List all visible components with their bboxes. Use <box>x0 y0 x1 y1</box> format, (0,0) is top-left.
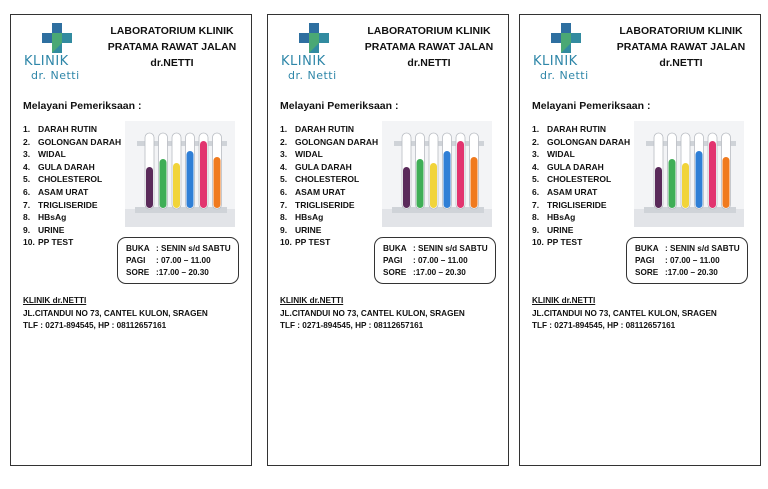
service-number: 3. <box>532 149 540 160</box>
title-line: dr.NETTI <box>407 57 451 69</box>
service-number: 1. <box>280 124 288 134</box>
hours-label: PAGI <box>126 256 146 265</box>
tube-liquid <box>669 159 676 208</box>
service-item <box>280 136 378 149</box>
hours-value: :17.00 – 20.30 <box>156 268 209 277</box>
address-clinic-name: KLINIK dr.NETTI <box>23 296 87 305</box>
hours-value: : SENIN s/d SABTU <box>665 244 740 253</box>
clinic-title <box>95 23 249 71</box>
hours-row <box>635 267 747 279</box>
medical-cross-icon <box>39 23 75 53</box>
hours-row <box>126 255 238 267</box>
service-name: DARAH RUTIN <box>295 124 355 134</box>
service-number: 4. <box>532 161 540 172</box>
tube-liquid <box>696 151 703 208</box>
brochure-card <box>519 14 761 466</box>
hours-label: BUKA <box>383 244 407 253</box>
service-number: 5. <box>23 174 31 185</box>
service-number: 2. <box>532 136 540 147</box>
tube-liquid <box>200 141 207 208</box>
tube-liquid <box>417 159 424 208</box>
brochure-card <box>10 14 252 466</box>
service-number: 5. <box>532 174 540 185</box>
service-item <box>280 236 378 249</box>
service-item <box>532 199 630 212</box>
clinic-logo <box>278 23 348 83</box>
service-name: TRIGLISERIDE <box>295 199 355 210</box>
address-phone: TLF : 0271-894545, HP : 08112657161 <box>23 321 167 330</box>
service-name: WIDAL <box>547 149 575 160</box>
hours-row <box>383 243 495 255</box>
opening-hours-box <box>626 237 748 284</box>
service-name: GOLONGAN DARAH <box>547 136 631 147</box>
tube-liquid <box>187 151 194 208</box>
service-number: 10. <box>280 237 292 248</box>
service-number: 10. <box>23 237 35 248</box>
service-item <box>532 224 630 237</box>
medical-cross-icon <box>548 23 584 53</box>
hours-row <box>126 267 238 279</box>
services-list <box>23 123 121 249</box>
service-number: 8. <box>280 212 288 223</box>
hours-label: SORE <box>383 268 407 277</box>
address-phone: TLF : 0271-894545, HP : 08112657161 <box>280 321 424 330</box>
service-item <box>532 186 630 199</box>
address-street: JL.CITANDUI NO 73, CANTEL KULON, SRAGEN <box>280 308 465 318</box>
service-item <box>280 211 378 224</box>
service-name: CHOLESTEROL <box>38 174 103 185</box>
hours-row <box>126 243 238 255</box>
clinic-logo <box>530 23 600 83</box>
opening-hours-box <box>117 237 239 284</box>
opening-hours-box <box>374 237 496 284</box>
hours-value: : 07.00 – 11.00 <box>665 256 720 265</box>
hours-label: PAGI <box>635 256 655 265</box>
title-line: PRATAMA RAWAT JALAN <box>616 41 746 53</box>
logo-subtext: dr. Netti <box>31 69 80 82</box>
service-name: URINE <box>38 224 65 235</box>
service-name: ASAM URAT <box>295 186 346 197</box>
service-item <box>280 199 378 212</box>
logo-wordmark: KLINIK <box>24 54 69 69</box>
service-number: 9. <box>23 224 31 235</box>
service-item <box>532 123 630 136</box>
service-name: GOLONGAN DARAH <box>38 136 122 147</box>
tube-liquid <box>471 157 478 208</box>
service-number: 6. <box>23 186 31 197</box>
title-line: PRATAMA RAWAT JALAN <box>364 41 494 53</box>
service-item <box>280 123 378 136</box>
tube-liquid <box>146 167 153 208</box>
tube-liquid <box>444 151 451 208</box>
service-name: GULA DARAH <box>547 161 604 172</box>
tube-liquid <box>403 167 410 208</box>
service-number: 7. <box>23 199 31 210</box>
test-tubes-image <box>125 121 235 227</box>
service-name: PP TEST <box>547 237 583 248</box>
service-name: WIDAL <box>38 149 66 160</box>
test-tubes-image <box>382 121 492 227</box>
service-name: HBsAg <box>295 212 324 223</box>
service-name: DARAH RUTIN <box>38 124 98 134</box>
service-name: DARAH RUTIN <box>547 124 607 134</box>
service-name: HBsAg <box>38 212 67 223</box>
clinic-logo <box>21 23 91 83</box>
service-item <box>23 224 121 237</box>
service-item <box>23 136 121 149</box>
tube-liquid <box>723 157 730 208</box>
service-number: 4. <box>280 161 288 172</box>
hours-row <box>383 267 495 279</box>
logo-subtext: dr. Netti <box>540 69 589 82</box>
service-number: 6. <box>532 186 540 197</box>
title-line: LABORATORIUM KLINIK <box>619 25 743 37</box>
title-line: dr.NETTI <box>659 57 703 69</box>
hours-value: : SENIN s/d SABTU <box>156 244 231 253</box>
service-item <box>280 186 378 199</box>
logo-subtext: dr. Netti <box>288 69 337 82</box>
service-item <box>280 173 378 186</box>
service-number: 3. <box>23 149 31 160</box>
services-heading: Melayani Pemeriksaan : <box>23 100 142 112</box>
service-name: ASAM URAT <box>547 186 598 197</box>
service-number: 1. <box>532 124 540 134</box>
hours-label: PAGI <box>383 256 403 265</box>
service-number: 8. <box>532 212 540 223</box>
service-name: ASAM URAT <box>38 186 89 197</box>
service-number: 2. <box>23 136 31 147</box>
service-number: 9. <box>532 224 540 235</box>
service-name: TRIGLISERIDE <box>547 199 607 210</box>
service-item <box>532 136 630 149</box>
logo-wordmark: KLINIK <box>533 54 578 69</box>
title-line: LABORATORIUM KLINIK <box>110 25 234 37</box>
service-item <box>23 236 121 249</box>
services-heading: Melayani Pemeriksaan : <box>532 100 651 112</box>
clinic-title <box>604 23 758 71</box>
tube-liquid <box>709 141 716 208</box>
service-item <box>23 199 121 212</box>
service-number: 6. <box>280 186 288 197</box>
address-street: JL.CITANDUI NO 73, CANTEL KULON, SRAGEN <box>532 308 717 318</box>
service-item <box>280 161 378 174</box>
hours-value: :17.00 – 20.30 <box>413 268 466 277</box>
address-clinic-name: KLINIK dr.NETTI <box>532 296 596 305</box>
service-item <box>23 148 121 161</box>
service-name: GOLONGAN DARAH <box>295 136 379 147</box>
services-list <box>532 123 630 249</box>
service-number: 9. <box>280 224 288 235</box>
hours-row <box>635 243 747 255</box>
clinic-address <box>280 295 465 333</box>
hours-value: : SENIN s/d SABTU <box>413 244 488 253</box>
service-item <box>23 211 121 224</box>
medical-cross-icon <box>296 23 332 53</box>
service-number: 3. <box>280 149 288 160</box>
clinic-title <box>352 23 506 71</box>
service-name: PP TEST <box>38 237 74 248</box>
hours-row <box>383 255 495 267</box>
address-street: JL.CITANDUI NO 73, CANTEL KULON, SRAGEN <box>23 308 208 318</box>
tube-liquid <box>457 141 464 208</box>
tube-liquid <box>160 159 167 208</box>
service-item <box>23 186 121 199</box>
services-list <box>280 123 378 249</box>
service-name: CHOLESTEROL <box>547 174 612 185</box>
services-heading: Melayani Pemeriksaan : <box>280 100 399 112</box>
logo-wordmark: KLINIK <box>281 54 326 69</box>
hours-label: SORE <box>126 268 150 277</box>
tube-liquid <box>430 163 437 208</box>
hours-label: BUKA <box>635 244 659 253</box>
service-name: URINE <box>295 224 322 235</box>
service-number: 5. <box>280 174 288 185</box>
service-name: TRIGLISERIDE <box>38 199 98 210</box>
hours-row <box>635 255 747 267</box>
service-number: 2. <box>280 136 288 147</box>
service-name: HBsAg <box>547 212 576 223</box>
tube-liquid <box>214 157 221 208</box>
service-number: 10. <box>532 237 544 248</box>
hours-label: BUKA <box>126 244 150 253</box>
tube-liquid <box>173 163 180 208</box>
service-item <box>532 161 630 174</box>
service-name: GULA DARAH <box>295 161 352 172</box>
service-item <box>280 148 378 161</box>
title-line: PRATAMA RAWAT JALAN <box>107 41 237 53</box>
service-item <box>23 173 121 186</box>
service-number: 8. <box>23 212 31 223</box>
service-item <box>532 236 630 249</box>
test-tubes-image <box>634 121 744 227</box>
service-name: URINE <box>547 224 574 235</box>
title-line: dr.NETTI <box>150 57 194 69</box>
service-item <box>532 173 630 186</box>
service-number: 1. <box>23 124 31 134</box>
title-line: LABORATORIUM KLINIK <box>367 25 491 37</box>
hours-value: : 07.00 – 11.00 <box>156 256 211 265</box>
service-item <box>532 148 630 161</box>
service-name: CHOLESTEROL <box>295 174 360 185</box>
service-name: GULA DARAH <box>38 161 95 172</box>
service-item <box>23 123 121 136</box>
service-name: WIDAL <box>295 149 323 160</box>
service-item <box>532 211 630 224</box>
address-clinic-name: KLINIK dr.NETTI <box>280 296 344 305</box>
tube-liquid <box>655 167 662 208</box>
service-name: PP TEST <box>295 237 331 248</box>
hours-value: :17.00 – 20.30 <box>665 268 718 277</box>
address-phone: TLF : 0271-894545, HP : 08112657161 <box>532 321 676 330</box>
service-number: 4. <box>23 161 31 172</box>
clinic-address <box>23 295 208 333</box>
service-item <box>280 224 378 237</box>
service-item <box>23 161 121 174</box>
tube-liquid <box>682 163 689 208</box>
hours-label: SORE <box>635 268 659 277</box>
brochure-card <box>267 14 509 466</box>
service-number: 7. <box>280 199 288 210</box>
service-number: 7. <box>532 199 540 210</box>
hours-value: : 07.00 – 11.00 <box>413 256 468 265</box>
clinic-address <box>532 295 717 333</box>
